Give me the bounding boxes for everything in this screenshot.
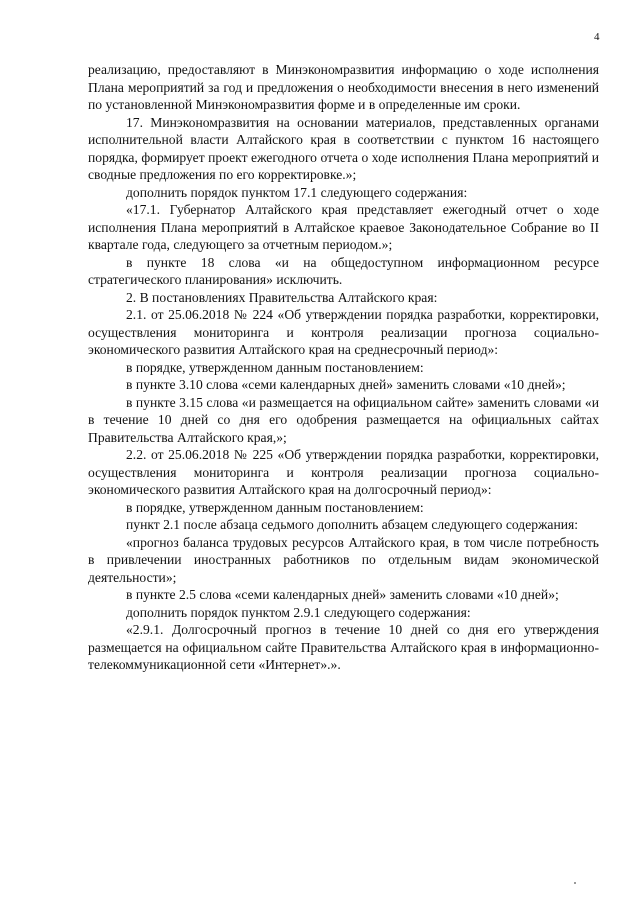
page-number: 4 — [594, 31, 600, 43]
paragraph-section-2-1: 2.1. от 25.06.2018 № 224 «Об утверждении порядка разработки, корректировки, осуществления мониторинга и контроля реализации прогноза социально-экономического развития Алтайского края на среднесрочный период»: — [88, 307, 599, 357]
paragraph-add-2-9-1: дополнить порядок пунктом 2.9.1 следующего содержания: — [126, 604, 471, 620]
paragraph-item-18: в пункте 18 слова «и на общедоступном информационном ресурсе стратегического планирования» исключить. — [88, 254, 599, 287]
paragraph-item-2-5: в пункте 2.5 слова «семи календарных дней» заменить словами «10 дней»; — [126, 587, 559, 602]
scan-speck — [574, 882, 576, 884]
paragraph-item-17: 17. Минэкономразвития на основании материалов, представленных органами исполнительной власти Алтайского края в соответствии с пунктом 16 настоящего порядка, формирует проект ежегодного отчета о ходе исполнения Плана мероприятий и сводные предложения по его корректировке.»; — [88, 114, 599, 182]
paragraph-continuation: реализацию, предоставляют в Минэкономразвития информацию о ходе исполнения Плана мероприятий за год и предложения о необходимости внесения в него изменений по установленной Минэкономразвития форме и в определенные им сроки. — [88, 62, 599, 112]
paragraph-procedure-2-2: в порядке, утвержденном данным постановлением: — [126, 499, 424, 515]
paragraph-section-2: 2. В постановлениях Правительства Алтайского края: — [126, 289, 438, 305]
paragraph-procedure-2-1: в порядке, утвержденном данным постановлением: — [126, 359, 424, 375]
paragraph-item-17-1: «17.1. Губернатор Алтайского края представляет ежегодный отчет о ходе исполнения Плана мероприятий в Алтайское краевое Законодательное Собрание во II квартале года, следующего за отчетным периодом.»; — [88, 202, 599, 252]
paragraph-section-2-2: 2.2. от 25.06.2018 № 225 «Об утверждении порядка разработки, корректировки, осуществления мониторинга и контроля реализации прогноза социально-экономического развития Алтайского края на долгосрочный период»: — [88, 447, 599, 497]
document-body — [88, 61, 599, 674]
paragraph-item-3-10: в пункте 3.10 слова «семи календарных дней» заменить словами «10 дней»; — [126, 377, 566, 392]
paragraph-item-2-9-1: «2.9.1. Долгосрочный прогноз в течение 10 дней со дня его утверждения размещается на официальном сайте Правительства Алтайского края в информационно-телекоммуникационной сети «Интернет».». — [88, 622, 599, 672]
paragraph-labour-balance: «прогноз баланса трудовых ресурсов Алтайского края, в том числе потребность в привлечении иностранных работников по отдельным видам экономической деятельности»; — [88, 534, 599, 585]
paragraph-item-3-15: в пункте 3.15 слова «и размещается на официальном сайте» заменить словами «и в течение 10 дней со дня его одобрения размещается на официальных сайтах Правительства Алтайского края,»; — [88, 394, 599, 445]
paragraph-item-2-1: пункт 2.1 после абзаца седьмого дополнить абзацем следующего содержания: — [126, 517, 579, 532]
paragraph-add-17-1: дополнить порядок пунктом 17.1 следующего содержания: — [126, 184, 468, 200]
